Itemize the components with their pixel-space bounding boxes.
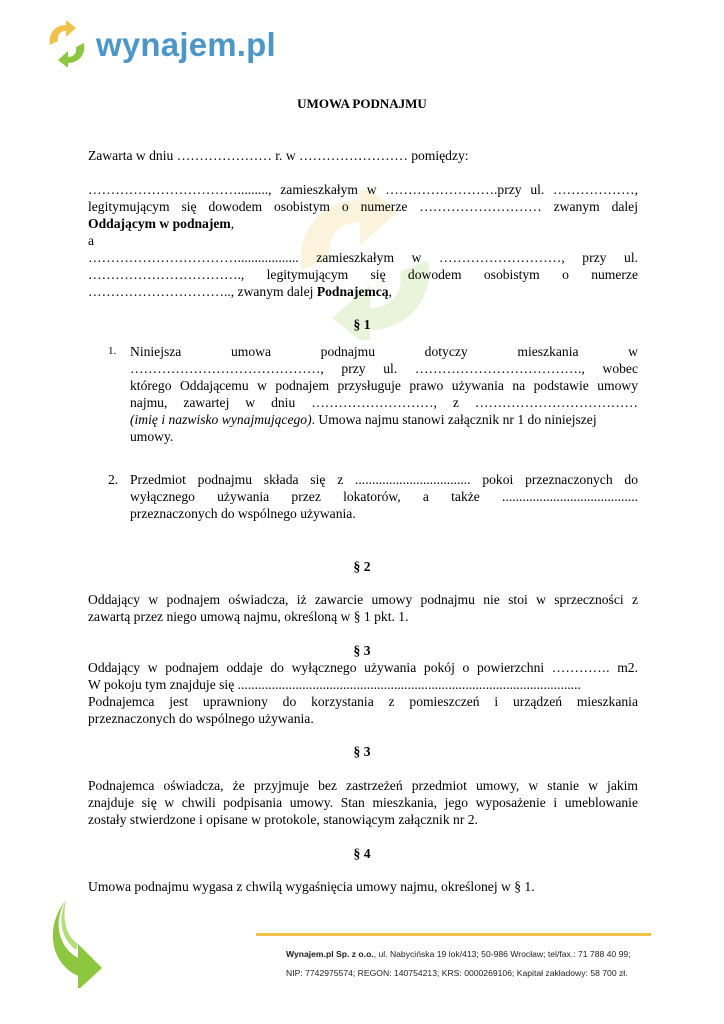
landlord-name-hint: (imię i nazwisko wynajmującego) [130, 412, 312, 427]
clause-1-2 [108, 471, 638, 522]
party1-role: Oddającym w podnajem [88, 216, 231, 231]
section-2-heading: § 2 [353, 559, 371, 574]
section-2-text [88, 591, 638, 625]
section-3b-line2: znajduje się w chwili podpisania umowy. Stan mieszkania, jego wyposażenie i umeblowanie [88, 795, 638, 810]
section-3b-line3: zostały stwierdzone i opisane w protokole, stanowiącym załącznik nr 2. [88, 812, 478, 827]
logo-arrows-icon [44, 21, 90, 67]
clause-1-1-line3: którego Oddającemu w podnajem przysługuje prawo używania na podstawie umowy [130, 378, 638, 393]
clause-1-1-line2: ……………………………………, przy ul. ………………………………., wobec [130, 361, 638, 376]
section-1-heading: § 1 [353, 317, 371, 332]
section-3-line2: W pokoju tym znajduje się ..................................................................................................... [88, 677, 581, 692]
clause-1-1-line6: umowy. [130, 429, 174, 444]
clause-1-1-line1: Niniejsza umowa podnajmu dotyczy mieszkania w [130, 344, 638, 359]
clause-1-2-line1: Przedmiot podnajmu składa się z .................................. pokoi przeznaczonych do [130, 472, 638, 487]
party2-role: Podnajemcą [316, 284, 389, 299]
section-4-heading: § 4 [353, 846, 371, 861]
section-4-text: Umowa podnajmu wygasa z chwilą wygaśnięcia umowy najmu, określonej w § 1. [88, 879, 535, 894]
party2-line3 [88, 283, 638, 300]
section-3b-line1: Podnajemca oświadcza, że przyjmuje bez zastrzeżeń przedmiot umowy, w stanie w jakim [88, 778, 638, 793]
section-3b-heading: § 3 [353, 744, 371, 759]
section-3-line3: Podnajemca jest uprawniony do korzystania z pomieszczeń i urządzeń mieszkania [88, 694, 638, 709]
section-3-line1: Oddający w podnajem oddaje do wyłącznego używania pokój o powierzchni …………. m2. [88, 660, 638, 675]
footer-arrow-icon [52, 898, 112, 988]
section-3b-text [88, 777, 638, 828]
party1-line1: ……………………………........., zamieszkałym w …………………….przy ul. ………………, [88, 182, 638, 197]
section-2-line1: Oddający w podnajem oświadcza, iż zawarcie umowy podnajmu nie stoi w sprzeczności z [88, 592, 638, 607]
document-title: UMOWA PODNAJMU [297, 96, 427, 111]
party1-tail: , [230, 216, 235, 231]
footer-company: Wynajem.pl Sp. z o.o. [286, 949, 374, 959]
party1-line3 [88, 215, 638, 232]
clause-1-1-line5 [130, 411, 638, 428]
party2-tail: , [388, 284, 392, 299]
footer-address: , ul. Nabycińska 19 lok/413; 50-986 Wrocław; tel/fax.: 71 788 40 99; [373, 949, 631, 959]
clause-1-1-line4: najmu, zawartej w dniu ………………………, z ……………………………… [130, 395, 638, 410]
footer-divider [256, 933, 651, 936]
party1-section [88, 181, 638, 300]
section-3-line4: przeznaczonych do wspólnego używania. [88, 711, 314, 726]
party2-pre: ………………………….., zwanym dalej [88, 284, 317, 299]
logo-text: wynajem.pl [96, 25, 276, 63]
section-3-text [88, 659, 638, 727]
footer-line2: NIP: 7742975574; REGON: 140754213; KRS: 0000269106; Kapitał zakładowy: 58 700 zł. [286, 968, 628, 978]
footer-line1 [286, 946, 656, 963]
party2-line1: …………………………….................. zamieszkałym w ………………………, przy ul. [88, 250, 638, 265]
clause-1-2-line3: przeznaczonych do wspólnego używania. [130, 506, 356, 521]
intro-line: Zawarta w dniu ………………… r. w …………………… pomiędzy: [88, 148, 469, 163]
clause-1-1-number: 1. [108, 345, 117, 357]
section-2-line2: zawartą przez niego umową najmu, określoną w § 1 pkt. 1. [88, 609, 409, 624]
party1-line2: legitymującym się dowodem osobistym o numerze ……………………… zwanym dalej [88, 199, 638, 214]
party2-line2: ……………………………., legitymującym się dowodem osobistym o numerze [88, 267, 638, 282]
conjunction-a: a [88, 233, 95, 248]
section-3-heading: § 3 [353, 643, 371, 658]
clause-1-2-number: 2. [108, 472, 119, 487]
brand-logo [44, 20, 276, 68]
clause-1-2-line2: wyłącznego używania przez lokatorów, a także ........................................ [130, 489, 638, 504]
clause-1-1-line5-rest: . Umowa najmu stanowi załącznik nr 1 do niniejszej [311, 412, 597, 427]
clause-1-1 [108, 343, 638, 445]
